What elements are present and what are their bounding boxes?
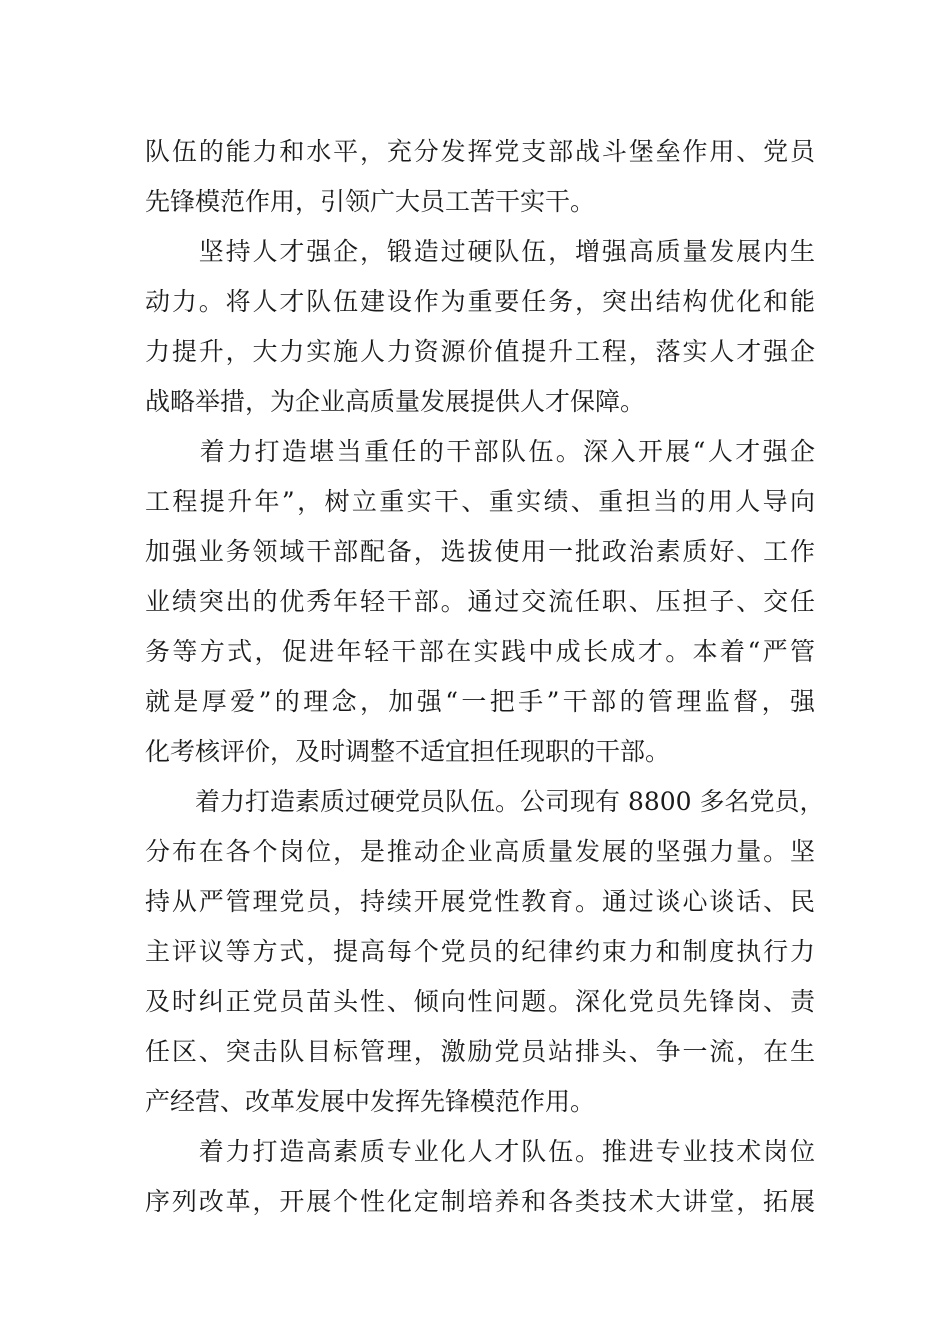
text-line: 及时纠正党员苗头性、倾向性问题。深化党员先锋岗、责	[145, 987, 815, 1016]
text-line: 序列改革，开展个性化定制培养和各类技术大讲堂，拓展	[145, 1187, 815, 1216]
text-line: 战略举措，为企业高质量发展提供人才保障。	[145, 387, 646, 416]
text-line: 任区、突击队目标管理，激励党员站排头、争一流，在生	[145, 1037, 815, 1066]
text-line: 着力打造素质过硬党员队伍。公司现有 8800 多名党员，	[145, 787, 825, 816]
text-line: 加强业务领域干部配备，选拔使用一批政治素质好、工作	[145, 537, 815, 566]
text-line: 化考核评价，及时调整不适宜担任现职的干部。	[145, 737, 671, 766]
text-line: 工程提升年”，树立重实干、重实绩、重担当的用人导向	[145, 487, 815, 516]
text-line: 着力打造高素质专业化人才队伍。推进专业技术岗位	[145, 1137, 815, 1166]
text-line: 坚持人才强企，锻造过硬队伍，增强高质量发展内生	[145, 237, 815, 266]
text-line: 就是厚爱”的理念，加强“一把手”干部的管理监督，强	[145, 687, 815, 716]
text-line: 队伍的能力和水平，充分发挥党支部战斗堡垒作用、党员	[145, 137, 815, 166]
text-line: 动力。将人才队伍建设作为重要任务，突出结构优化和能	[145, 287, 815, 316]
text-line: 产经营、改革发展中发挥先锋模范作用。	[145, 1087, 596, 1116]
text-line: 先锋模范作用，引领广大员工苦干实干。	[145, 187, 596, 216]
text-line: 业绩突出的优秀年轻干部。通过交流任职、压担子、交任	[145, 587, 815, 616]
text-line: 务等方式，促进年轻干部在实践中成长成才。本着“严管	[145, 637, 815, 666]
text-line: 主评议等方式，提高每个党员的纪律约束力和制度执行力	[145, 937, 815, 966]
text-line: 着力打造堪当重任的干部队伍。深入开展“人才强企	[145, 437, 815, 466]
text-line: 分布在各个岗位，是推动企业高质量发展的坚强力量。坚	[145, 837, 815, 866]
text-line: 力提升，大力实施人力资源价值提升工程，落实人才强企	[145, 337, 815, 366]
text-line: 持从严管理党员，持续开展党性教育。通过谈心谈话、民	[145, 887, 815, 916]
